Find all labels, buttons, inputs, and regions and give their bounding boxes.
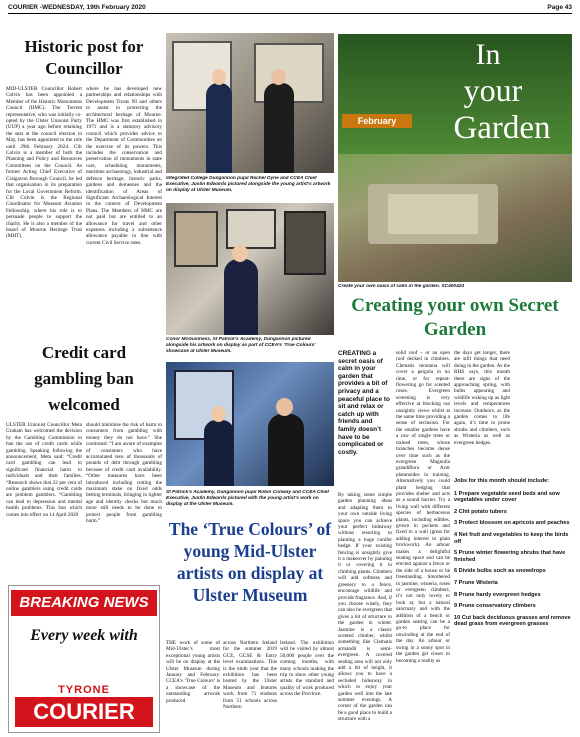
job-6: 6 Divide bulbs such as snowdrops xyxy=(454,568,546,575)
promo-box xyxy=(8,585,160,733)
photo-rachel-dyne xyxy=(166,33,334,173)
article3-headline: The ‘True Colours’ of young Mid-Ulster artists on display at Ulster Museum xyxy=(168,519,332,605)
garden-col3: the days get longer, there are still things that need doing in the garden. As the RHS says, this month there are signs of the approaching spring, with bulbs appearing and wildlife waking up as light levels and temperatures increase. Outdoors, as the garden comes to life again, it’s time to prune shrubs and climbers, such as Wisteria as well as evergreen hedges. xyxy=(454,350,510,446)
job-5: 5 Prune winter flowering shrubs that have finished xyxy=(454,550,566,563)
job-2: 2 Chit potato tubers xyxy=(454,508,507,515)
banner-in: In xyxy=(475,38,501,71)
photo-conor-mcguinness xyxy=(166,203,334,335)
garden-lead: CREATING a secret oasis of calm in your garden that provides a bit of privacy and a peaceful place to sit and relax or catch up with friends and family doesn’t have to be complicated or costly. xyxy=(338,350,390,456)
job-4: 4 Net fruit and vegetables to keep the birds off xyxy=(454,531,569,545)
banner-your: your xyxy=(463,72,523,108)
garden-jobs xyxy=(454,478,572,734)
job-7: 7 Prune Wisteria xyxy=(454,579,498,586)
article2-headline: Credit card gambling ban welcomed xyxy=(34,343,134,414)
courier-logo: COURIER xyxy=(15,697,153,727)
photo1-caption: Integrated College Dungannon pupil Rachel Dyne and CCEA Chief Executive, Justin Edwards pictured alongside the young artist’s artwork on display at Ulster Museum. xyxy=(166,176,331,193)
breaking-news-banner: BREAKING NEWS xyxy=(11,590,157,616)
tyrone-text: TYRONE xyxy=(58,684,110,696)
garden-jobs-title: Jobs for this month should include: xyxy=(454,478,550,484)
page-number: Page 43 xyxy=(547,4,572,11)
job-3: 3 Protect blossom on apricots and peaches xyxy=(454,520,570,527)
banner-month: February xyxy=(342,114,412,128)
article1-col1: MID-ULSTER Councillor Robert Colvin has been appointed a Member of the Historic Monuments Council (HMC). The Torrent representative, who was initially co-opted by the Ulster Unionist Party (UUP) a year ago before retaining the seat at the council election in May, has been appointed to the role until 29th February 2024. Cllr Colvin is a member of both the Planning and Policy and Resources Committees on the Council. As former Acting Chief Executive of Craigavon Borough Council, he led that organisation in its preparation for the Local Government Reform. Cllr Colvin is the Regional Coordinator for Museum Aviation Fellowship, where his role is to persuade people to support the charity. He is also a member of the board of Mourne Heritage Trust (MHT), xyxy=(6,86,82,240)
banner-garden: Garden xyxy=(453,110,551,146)
article1-headline: Historic post for Councillor xyxy=(24,37,144,78)
garden-banner xyxy=(338,34,572,282)
article3-col3: Ireland. The exhibition will be visited by almost 50,000 people over the coming months, with many schools making the trip to show other young artists the standard and quality of work produced across the Province. xyxy=(280,640,334,698)
garden-photo-caption: Create your own oasis of calm in the garden. SC400424 xyxy=(338,284,465,289)
garden-headline: Creating your own Secret Garden xyxy=(351,295,559,340)
photo3-caption: St Patrick’s Academy, Dungannon pupil Robin Conway and CCEA Chief Executive, Justin Edwards pictured with the young artist’s work on display at the Ulster Museum. xyxy=(166,490,330,507)
article3-col2: across Northern Ireland for the summer 2019 GCE, GCSE & Entry level examinations. This is the ninth year that the exhibition has been hosted by the Ulster Museum and features work from 71 students from 51 schools across Northern xyxy=(223,640,277,711)
job-8: 8 Prune hardy evergreen hedges xyxy=(454,591,541,598)
article2-col2: should minimise the risk of harm to consumers from gambling with money they do not have.” She continued: “I am aware of examples of consumers who have accumulated tens of thousands of pounds of debt through gambling because of credit card availability. “Other measures have been introduced including cutting the maximum stake on fixed odds betting terminals, bringing in tighter age and identity checks but much more still needs to be done to protect people from gambling harm.” xyxy=(86,422,162,525)
article3-col1: THE work of some of Mid-Ulster’s most exceptional young artists will be on display at the Ulster Museum during January and February. CCEA’s ‘True Colours’ is a showcase of the outstanding artwork produced xyxy=(166,640,220,704)
garden-col2: solid roof – or an open roof decked in climbers. Clematis montana will cover a pergola in no time, or for repeat-flowering go for scented roses. Evergreen screening is very effective at blocking out unsightly views whilst at the same time providing a sense of seclusion. For the smaller gardens have a row of single trees or trained trees, whose branches become dense over time such as the evergreen Magnolia grandiflora or Acer platanoides in training. Alternatively you could plant hedging that provides shelter and acts as a sound barrier. Try a living wall with different species of herbaceous plants, including edibles, grown in pockets and fixed to a wall (great for adding interest to plain brickwork). An arbour makes a delightful seating space and can be erected against a fence or the side of a house or be freestanding. Smothered in jasmine, wisteria, roses or evergreen climbers, it’s not only lovely to look at, but a natural sanctuary and with the addition of a bench or garden seating can be a go-to place for unwinding at the end of the day. An arbour or swing in a sunny spot in the garden get closer to becoming a reality as xyxy=(396,350,450,664)
job-1: 1 Prepare vegetable seed beds and sow vegetables under cover xyxy=(454,490,560,504)
photo-robin-conway xyxy=(166,362,334,486)
job-9: 9 Prune conservatory climbers xyxy=(454,603,536,610)
page-header xyxy=(8,2,572,14)
header-date: COURIER -WEDNESDAY, 19th February 2020 xyxy=(8,4,146,11)
every-week-text: Every week with xyxy=(30,627,138,644)
job-10: 10 Cut back deciduous grasses and remove dead grass from evergreen grasses xyxy=(454,614,571,628)
garden-col1: By taking some simple garden planning ideas and adapting them to your own outside living space you can achieve your perfect hideaway without resorting to planting a huge conifer hedge. If your existing fencing is unsightly give it a makeover by painting it or covering it in climbing plants. Climbers will add softness and greenery to a fence, encourage wildlife and provide fragrance. And, if you choose wisely, they can also be evergreen that gives a bit of structure to the garden in winter. Jasmine is a classic scented climber, whilst something like Clematis armandii is semi-evergreen. A covered seating area will not only add a bit of height, it allows you to have a secluded hideaway in which to enjoy your garden well into the late summer evenings. A corner of the garden can be a good place to build a structure with a xyxy=(338,492,392,723)
photo2-caption: Conor McGuinness, St Patrick’s Academy, Dungannon pictured alongside his artwork on display as part of CCEA’s ‘True Colours’ showcase at Ulster Museum. xyxy=(166,337,316,354)
article1-col2: where he has developed new partnerships and relationships with Development Trusts NI and others to assist in protecting the architectural heritage of Mourne. The HMC was first established in 1971 and is a statutory advisory council which provides advice to the Department of Communities on the exercise of its powers. This includes the conservation and preservation of monuments in state care, scheduling monuments, maritime archaeology, industrial and defence heritage, historic parks, gardens and demesnes and the identification of Areas of Significant Archaeological Interest in the context of Development Plans. The Members of HMC are not paid but are entitled to an allowance for travel and other expenses including a subsistence allowance payable in line with current Civil Service rates. xyxy=(86,86,162,246)
article2-col1: ULSTER Unionist Councillor Meta Graham has welcomed the decision by the Gambling Commission to ban the use of credit cards while gambling. Speaking following the announcement, Meta said: “Credit card gambling can lead to significant financial harm to individuals and their families. “Research shows that 22 per cent of online gamblers using credit cards are problem gamblers. “Gambling can lead to depression and mental health problems. This ban which comes into effect on 14 April 2020 xyxy=(6,422,82,518)
